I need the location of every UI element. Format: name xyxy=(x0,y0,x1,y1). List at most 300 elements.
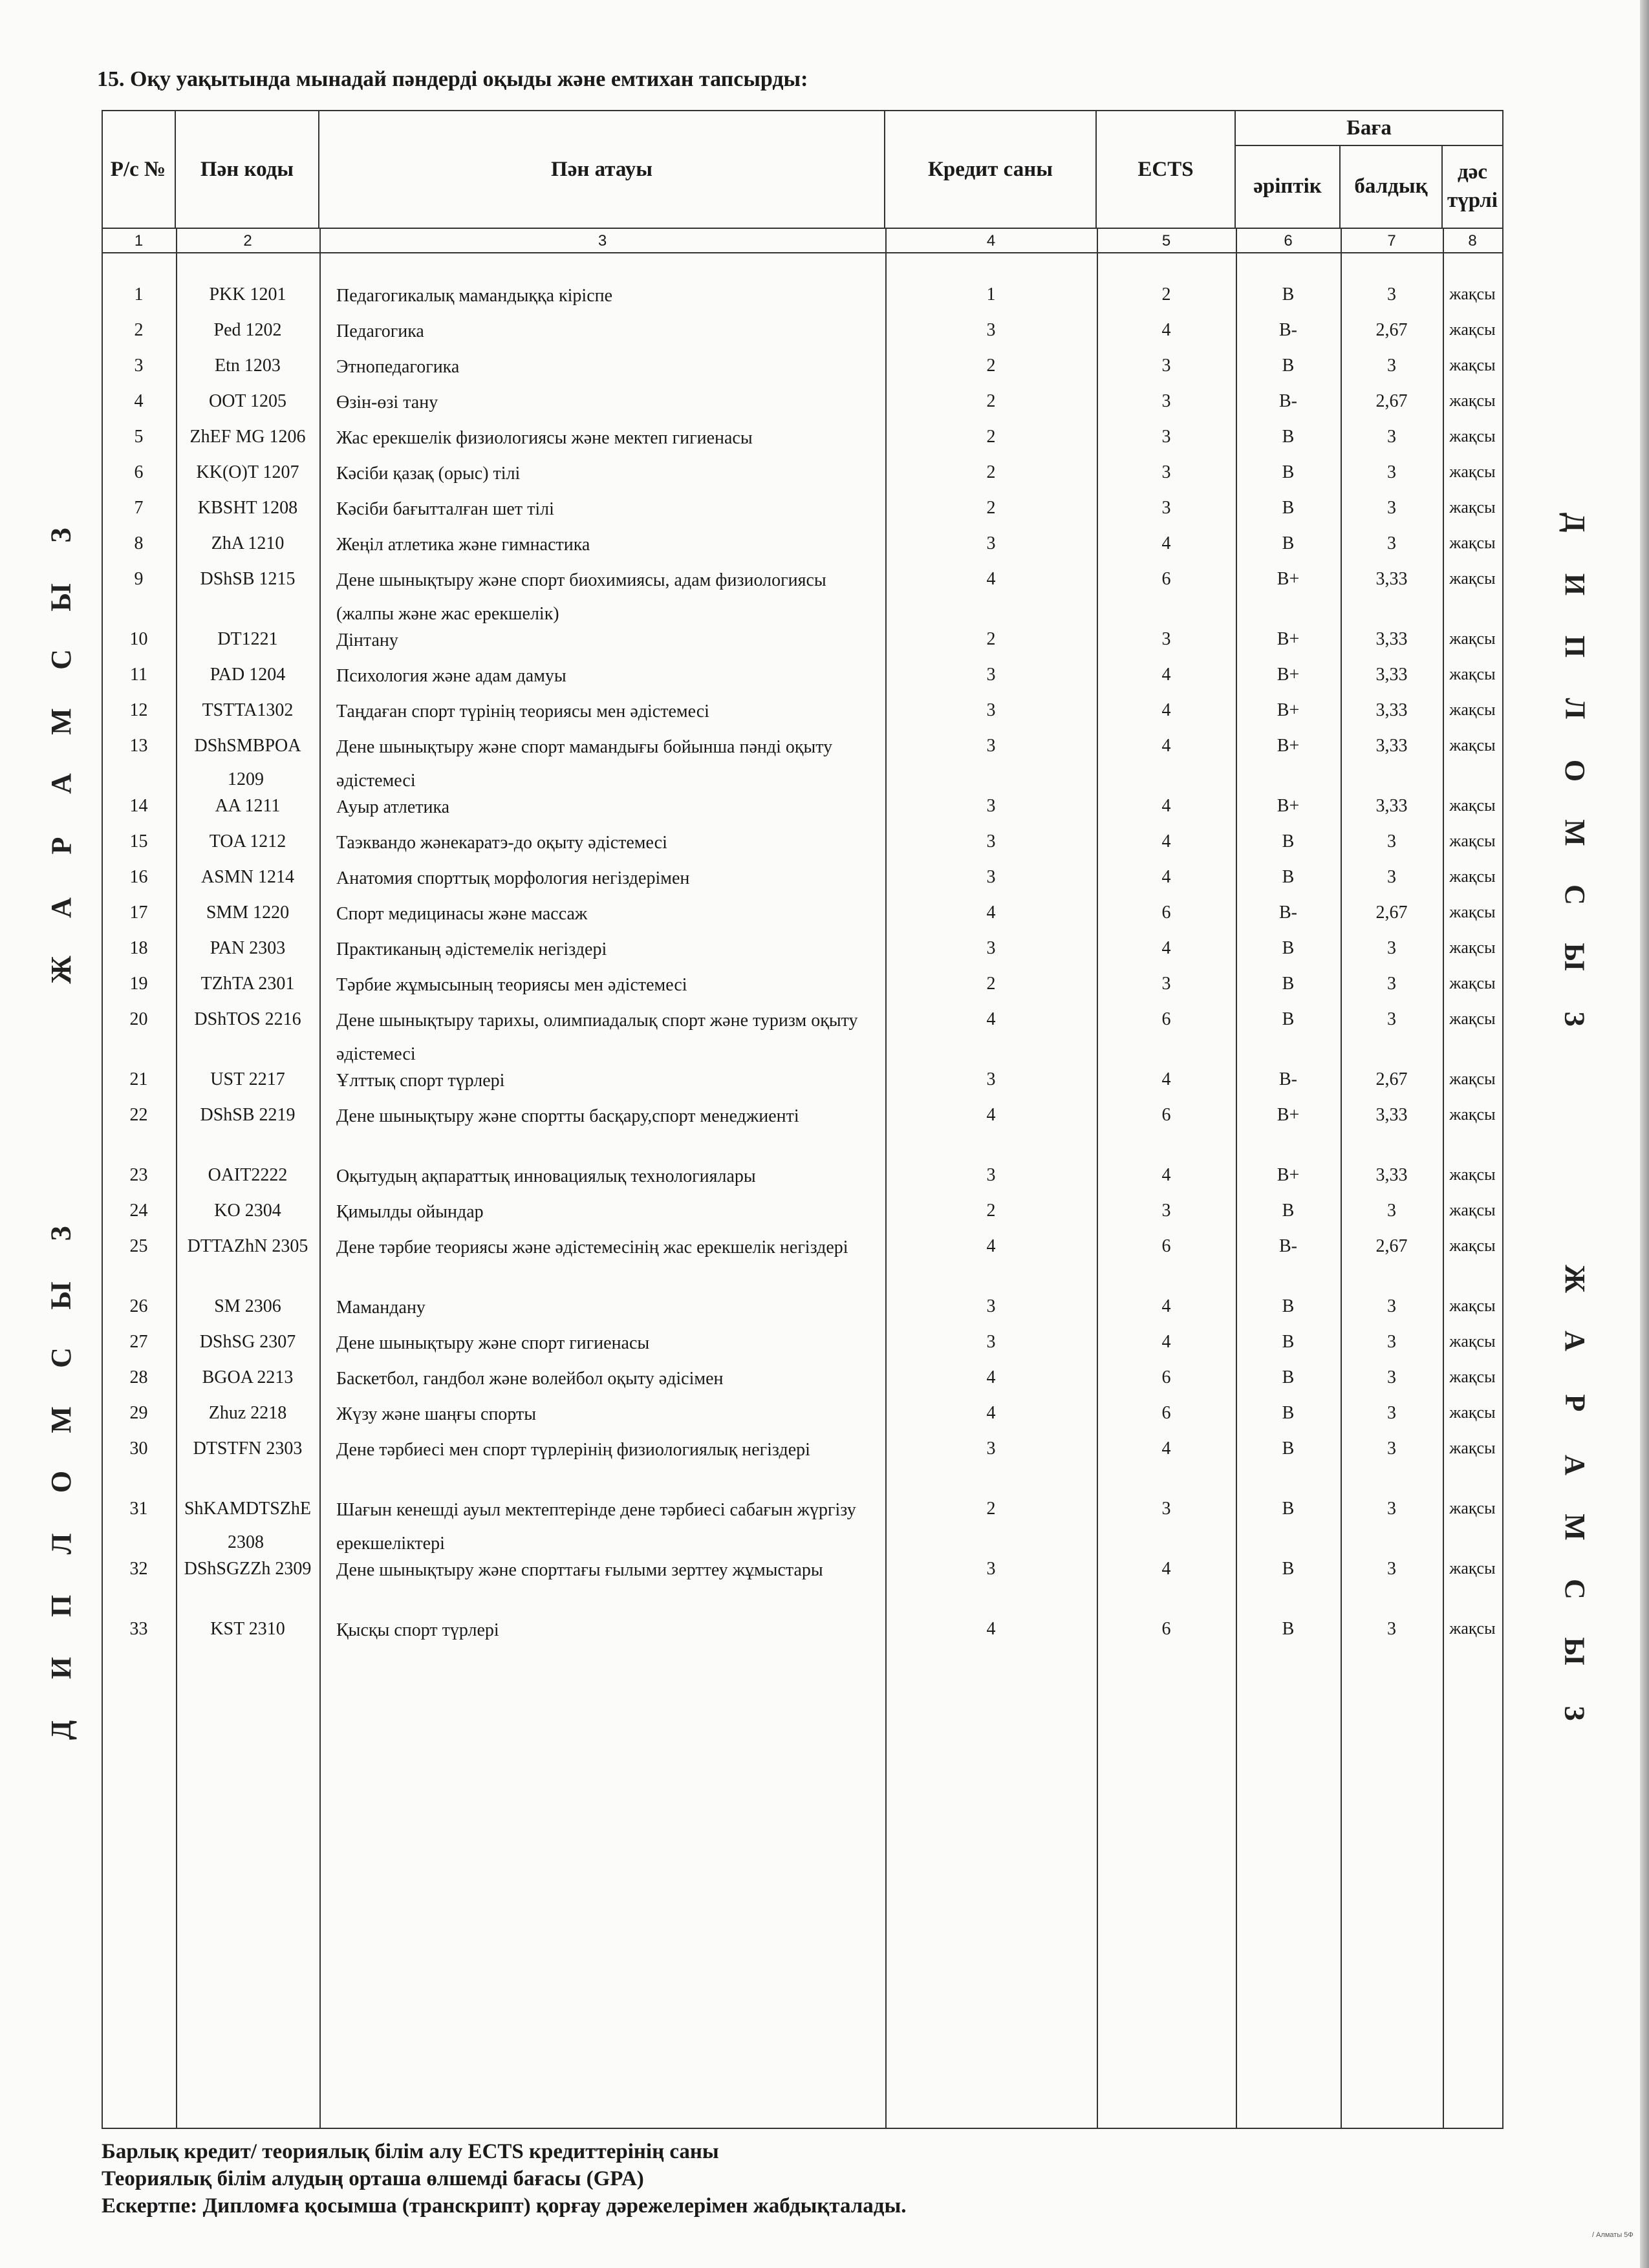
cell-trad: жақсы xyxy=(1449,1559,1496,1578)
cell-credits: 4 xyxy=(986,1619,996,1639)
cell-no: 32 xyxy=(129,1559,148,1579)
cell-name: Өзін-өзі тану xyxy=(336,392,438,412)
cell-trad: жақсы xyxy=(1449,700,1496,719)
cell-points: 3 xyxy=(1387,356,1396,376)
cell-name: Қимылды ойындар xyxy=(336,1202,484,1222)
cell-credits: 2 xyxy=(986,629,996,649)
cell-credits: 2 xyxy=(986,427,996,447)
cell-ects: 3 xyxy=(1161,356,1171,376)
side-letter: С xyxy=(1559,1579,1591,1599)
cell-ects: 3 xyxy=(1161,462,1171,482)
cell-points: 2,67 xyxy=(1375,1236,1408,1256)
side-letter: Л xyxy=(45,1533,77,1555)
cell-name: Практиканың әдістемелік негіздері xyxy=(336,939,607,959)
cell-trad: жақсы xyxy=(1449,1619,1496,1638)
cell-code: DTSTFN 2303 xyxy=(193,1439,303,1459)
cell-points: 3 xyxy=(1387,1559,1396,1579)
cell-letter: B- xyxy=(1279,1236,1297,1256)
side-letter: З xyxy=(1558,1011,1591,1027)
cell-trad: жақсы xyxy=(1449,903,1496,921)
side-letter: О xyxy=(1558,759,1591,782)
cell-no: 18 xyxy=(129,938,148,958)
side-letter: Р xyxy=(1558,1394,1591,1412)
cell-trad: жақсы xyxy=(1449,938,1496,957)
side-letter: Д xyxy=(1559,512,1591,533)
cell-ects: 4 xyxy=(1161,831,1171,851)
side-letter: Ы xyxy=(1559,943,1591,971)
col-number: 4 xyxy=(986,232,996,250)
cell-letter: B+ xyxy=(1277,629,1300,649)
side-letter: З xyxy=(45,1226,77,1241)
cell-no: 28 xyxy=(129,1367,148,1387)
cell-letter: B xyxy=(1282,427,1295,447)
cell-name: Баскетбол, гандбол және волейбол оқыту әдісімен xyxy=(336,1369,724,1389)
stamp-text: / Алматы 5Ф xyxy=(1592,2231,1633,2239)
cell-no: 14 xyxy=(129,796,148,816)
cell-credits: 4 xyxy=(986,1105,996,1125)
cell-name: Таэквандо жәнекаратэ-до оқыту әдістемесі xyxy=(336,833,667,853)
cell-code: PAN 2303 xyxy=(210,938,286,958)
side-letter: З xyxy=(1558,1706,1591,1721)
side-text-right-bottom xyxy=(1555,1248,1594,1744)
header-no: Р/с № xyxy=(102,111,176,228)
cell-points: 3 xyxy=(1387,498,1396,518)
cell-letter: B xyxy=(1282,1559,1295,1579)
header-letter: әріптік xyxy=(1236,145,1341,228)
cell-letter: B xyxy=(1282,1332,1295,1352)
cell-no: 33 xyxy=(129,1619,148,1639)
header-name: Пән атауы xyxy=(319,111,885,228)
cell-credits: 2 xyxy=(986,462,996,482)
side-letter: С xyxy=(1559,884,1591,905)
cell-code: SM 2306 xyxy=(214,1296,281,1316)
col-line-2 xyxy=(319,228,321,2128)
cell-no: 23 xyxy=(129,1165,148,1185)
cell-name: Педагогикалық мамандыққа кіріспе xyxy=(336,286,613,306)
cell-credits: 3 xyxy=(986,867,996,887)
cell-trad: жақсы xyxy=(1449,391,1496,410)
cell-name: Дене шынықтыру және спорт гигиенасы xyxy=(336,1333,650,1353)
cell-ects: 4 xyxy=(1161,1296,1171,1316)
cell-code: KBSHT 1208 xyxy=(197,498,298,518)
cell-no: 24 xyxy=(129,1201,148,1221)
cell-name: Дене шынықтыру және спортты басқару,спорт менеджиенті xyxy=(336,1106,799,1126)
cell-points: 3 xyxy=(1387,1499,1396,1519)
cell-points: 2,67 xyxy=(1375,320,1408,340)
cell-points: 3 xyxy=(1387,1201,1396,1221)
cell-letter: B xyxy=(1282,1367,1295,1387)
cell-name: Жүзу және шаңғы спорты xyxy=(336,1404,537,1424)
cell-ects: 3 xyxy=(1161,498,1171,518)
cell-points: 3 xyxy=(1387,1009,1396,1029)
cell-trad: жақсы xyxy=(1449,498,1496,517)
cell-letter: B+ xyxy=(1277,700,1300,720)
side-letter: Р xyxy=(45,837,77,855)
cell-points: 3 xyxy=(1387,533,1396,553)
cell-trad: жақсы xyxy=(1449,629,1496,648)
cell-letter: B- xyxy=(1279,391,1297,411)
header-points: балдық xyxy=(1341,145,1443,228)
cell-credits: 3 xyxy=(986,831,996,851)
side-letter: Л xyxy=(1558,698,1591,720)
cell-credits: 4 xyxy=(986,1367,996,1387)
side-letter: М xyxy=(1559,1514,1591,1541)
cell-name: Таңдаған спорт түрінің теориясы мен әдістемесі xyxy=(336,701,709,722)
cell-credits: 2 xyxy=(986,356,996,376)
cell-credits: 4 xyxy=(986,569,996,589)
grade-divider xyxy=(1236,145,1502,146)
cell-letter: B xyxy=(1282,1439,1295,1459)
cell-no: 8 xyxy=(134,533,144,553)
footer-gpa: Теориялық білім алудың орташа өлшемді бағасы (GPA) xyxy=(102,2167,644,2190)
cell-credits: 1 xyxy=(986,284,996,305)
cell-trad: жақсы xyxy=(1449,1499,1496,1517)
cell-no: 3 xyxy=(134,356,144,376)
cell-no: 7 xyxy=(134,498,144,518)
cell-name: Педагогика xyxy=(336,321,424,341)
cell-letter: B xyxy=(1282,284,1295,305)
cell-letter: B+ xyxy=(1277,796,1300,816)
cell-letter: B+ xyxy=(1277,1105,1300,1125)
cell-no: 25 xyxy=(129,1236,148,1256)
header-credits: Кредит саны xyxy=(885,111,1097,228)
cell-trad: жақсы xyxy=(1449,1296,1496,1315)
cell-trad: жақсы xyxy=(1449,356,1496,374)
side-text-left-bottom xyxy=(42,1203,81,1761)
cell-code: ASMN 1214 xyxy=(201,867,294,887)
cell-ects: 4 xyxy=(1161,700,1171,720)
cell-ects: 6 xyxy=(1161,1009,1171,1029)
cell-code: Etn 1203 xyxy=(215,356,281,376)
col-number: 6 xyxy=(1284,232,1293,250)
cell-code-continued: 2308 xyxy=(228,1532,264,1552)
cell-ects: 4 xyxy=(1161,938,1171,958)
side-letter: О xyxy=(45,1470,77,1493)
cell-code: DShSMBPOA xyxy=(194,736,301,756)
cell-points: 3 xyxy=(1387,974,1396,994)
cell-trad: жақсы xyxy=(1449,736,1496,754)
side-letter: И xyxy=(45,1656,77,1680)
cell-no: 30 xyxy=(129,1439,148,1459)
cell-trad: жақсы xyxy=(1449,867,1496,886)
cell-points: 3 xyxy=(1387,1296,1396,1316)
cell-letter: B- xyxy=(1279,1069,1297,1089)
col-number: 5 xyxy=(1161,232,1171,250)
section-title: 15. Оқу уақытында мынадай пәндерді оқыды және емтихан тапсырды: xyxy=(97,67,808,91)
cell-letter: B+ xyxy=(1277,665,1300,685)
side-letter: П xyxy=(45,1594,77,1618)
cell-credits: 3 xyxy=(986,1296,996,1316)
cell-credits: 3 xyxy=(986,665,996,685)
cell-credits: 2 xyxy=(986,974,996,994)
cell-no: 16 xyxy=(129,867,148,887)
cell-name: Дене тәрбиесі мен спорт түрлерінің физиологиялық негіздері xyxy=(336,1440,810,1460)
cell-ects: 3 xyxy=(1161,427,1171,447)
cell-letter: B xyxy=(1282,938,1295,958)
cell-points: 2,67 xyxy=(1375,903,1408,923)
cell-letter: B xyxy=(1282,867,1295,887)
side-letter: Ы xyxy=(45,583,77,612)
cell-code: OAIT2222 xyxy=(208,1165,288,1185)
cell-points: 3 xyxy=(1387,1439,1396,1459)
cell-points: 3 xyxy=(1387,938,1396,958)
cell-credits: 2 xyxy=(986,1201,996,1221)
cell-name: Оқытудың ақпараттық инновациялық технологиялары xyxy=(336,1166,756,1186)
cell-letter: B xyxy=(1282,462,1295,482)
cell-ects: 6 xyxy=(1161,1403,1171,1423)
cell-credits: 3 xyxy=(986,533,996,553)
cell-credits: 3 xyxy=(986,1332,996,1352)
side-text-left-top xyxy=(42,504,81,1001)
cell-trad: жақсы xyxy=(1449,1367,1496,1386)
cell-name: Дене шынықтыру және спорт мамандығы бойынша пәнді оқыту әдістемесі xyxy=(336,737,833,791)
cell-credits: 4 xyxy=(986,903,996,923)
scan-edge xyxy=(1640,0,1649,2268)
cell-no: 4 xyxy=(134,391,144,411)
cell-code: KO 2304 xyxy=(214,1201,281,1221)
cell-credits: 3 xyxy=(986,1559,996,1579)
cell-credits: 2 xyxy=(986,498,996,518)
cell-trad: жақсы xyxy=(1449,320,1496,339)
cell-letter: B- xyxy=(1279,320,1297,340)
cell-letter: B xyxy=(1282,1201,1295,1221)
cell-code: TZhTA 2301 xyxy=(200,974,295,994)
cell-code: Zhuz 2218 xyxy=(208,1403,287,1423)
cell-no: 13 xyxy=(129,736,148,756)
cell-letter: B xyxy=(1282,831,1295,851)
cell-trad: жақсы xyxy=(1449,1403,1496,1422)
cell-points: 3,33 xyxy=(1375,700,1408,720)
cell-code: ZhA 1210 xyxy=(211,533,285,553)
cell-name: Дене тәрбие теориясы және әдістемесінің жас ерекшелік негіздері xyxy=(336,1237,848,1257)
cell-trad: жақсы xyxy=(1449,1236,1496,1255)
cell-ects: 3 xyxy=(1161,1201,1171,1221)
cell-code: DShSB 2219 xyxy=(200,1105,296,1125)
cell-points: 3,33 xyxy=(1375,736,1408,756)
cell-name: Психология және адам дамуы xyxy=(336,666,566,686)
cell-code: UST 2217 xyxy=(210,1069,285,1089)
cell-name: Жеңіл атлетика және гимнастика xyxy=(336,535,590,555)
cell-points: 3,33 xyxy=(1375,569,1408,589)
cell-name: Тәрбие жұмысының теориясы мен әдістемесі xyxy=(336,975,687,995)
cell-code: DShSB 1215 xyxy=(200,569,296,589)
cell-letter: B- xyxy=(1279,903,1297,923)
cell-points: 3 xyxy=(1387,284,1396,305)
cell-name: Спорт медицинасы және массаж xyxy=(336,904,588,924)
cell-trad: жақсы xyxy=(1449,462,1496,481)
cell-no: 29 xyxy=(129,1403,148,1423)
cell-trad: жақсы xyxy=(1449,284,1496,303)
cell-ects: 4 xyxy=(1161,320,1171,340)
cell-ects: 4 xyxy=(1161,736,1171,756)
cell-letter: B xyxy=(1282,1619,1295,1639)
cell-credits: 3 xyxy=(986,1069,996,1089)
cell-name: Дінтану xyxy=(336,630,398,650)
cell-no: 27 xyxy=(129,1332,148,1352)
cell-no: 31 xyxy=(129,1499,148,1519)
cell-letter: B xyxy=(1282,1296,1295,1316)
cell-no: 19 xyxy=(129,974,148,994)
cell-trad: жақсы xyxy=(1449,427,1496,445)
header-traditional: дәс түрлі xyxy=(1447,160,1498,212)
cell-no: 22 xyxy=(129,1105,148,1125)
header-code: Пән коды xyxy=(176,111,319,228)
cell-name: Этнопедагогика xyxy=(336,357,460,377)
cell-trad: жақсы xyxy=(1449,1105,1496,1124)
cell-letter: B xyxy=(1282,974,1295,994)
header-grade: Баға xyxy=(1346,116,1392,140)
cell-credits: 2 xyxy=(986,391,996,411)
cell-name: Анатомия спорттық морфология негіздерімен xyxy=(336,868,690,888)
cell-ects: 3 xyxy=(1161,391,1171,411)
cell-code: PAD 1204 xyxy=(210,665,286,685)
cell-points: 3 xyxy=(1387,1332,1396,1352)
cell-trad: жақсы xyxy=(1449,1009,1496,1028)
cell-letter: B+ xyxy=(1277,569,1300,589)
cell-trad: жақсы xyxy=(1449,974,1496,992)
cell-name: Дене шынықтыру тарихы, олимпиадалық спорт және туризм оқыту әдістемесі xyxy=(336,1011,858,1064)
cell-code: DTTAZhN 2305 xyxy=(187,1236,308,1256)
cell-ects: 4 xyxy=(1161,1559,1171,1579)
cell-ects: 3 xyxy=(1161,1499,1171,1519)
cell-credits: 3 xyxy=(986,796,996,816)
side-letter: Ы xyxy=(1559,1637,1591,1665)
cell-no: 26 xyxy=(129,1296,148,1316)
cell-no: 1 xyxy=(134,284,144,305)
cell-no: 2 xyxy=(134,320,144,340)
cell-ects: 4 xyxy=(1161,1439,1171,1459)
cell-code: TSTTA1302 xyxy=(202,700,294,720)
cell-ects: 4 xyxy=(1161,796,1171,816)
cell-code-continued: 1209 xyxy=(228,769,264,789)
cell-letter: B xyxy=(1282,1009,1295,1029)
cell-name: Қысқы спорт түрлері xyxy=(336,1620,499,1640)
cell-ects: 6 xyxy=(1161,903,1171,923)
cell-code: DShTOS 2216 xyxy=(194,1009,301,1029)
cell-ects: 6 xyxy=(1161,1367,1171,1387)
cell-points: 3,33 xyxy=(1375,665,1408,685)
side-letter: А xyxy=(45,773,77,794)
cell-points: 3 xyxy=(1387,831,1396,851)
cell-name: Ұлттық спорт түрлері xyxy=(336,1071,505,1091)
header-bottom-line xyxy=(102,228,1503,229)
side-letter: Ж xyxy=(45,956,77,984)
cell-ects: 4 xyxy=(1161,665,1171,685)
cell-code: ShKAMDTSZhE xyxy=(184,1499,311,1519)
cell-code: DShSGZZh 2309 xyxy=(184,1559,312,1579)
side-letter: С xyxy=(45,1347,77,1368)
footer-total-credits: Барлық кредит/ теориялық білім алу ECTS кредиттерінің саны xyxy=(102,2140,719,2163)
side-letter: З xyxy=(45,528,77,543)
cell-credits: 2 xyxy=(986,1499,996,1519)
cell-trad: жақсы xyxy=(1449,1165,1496,1184)
side-letter: И xyxy=(1558,573,1591,596)
cell-ects: 4 xyxy=(1161,533,1171,553)
cell-code: KST 2310 xyxy=(210,1619,285,1639)
cell-no: 12 xyxy=(129,700,148,720)
col-number: 7 xyxy=(1387,232,1396,250)
cell-no: 20 xyxy=(129,1009,148,1029)
cell-letter: B+ xyxy=(1277,1165,1300,1185)
cell-trad: жақсы xyxy=(1449,1332,1496,1351)
side-letter: С xyxy=(45,649,77,670)
cell-name: Дене шынықтыру және спорттағы ғылыми зерттеу жұмыстары xyxy=(336,1560,823,1580)
cell-ects: 4 xyxy=(1161,867,1171,887)
cell-no: 11 xyxy=(130,665,147,685)
cell-points: 3 xyxy=(1387,1619,1396,1639)
cell-credits: 4 xyxy=(986,1009,996,1029)
cell-credits: 3 xyxy=(986,736,996,756)
cell-name: Мамандану xyxy=(336,1298,426,1318)
cell-ects: 4 xyxy=(1161,1332,1171,1352)
cell-code: KK(O)T 1207 xyxy=(196,462,299,482)
cell-ects: 3 xyxy=(1161,629,1171,649)
side-letter: М xyxy=(1559,819,1591,846)
cell-no: 5 xyxy=(134,427,144,447)
side-letter: Д xyxy=(45,1720,77,1740)
cell-points: 3,33 xyxy=(1375,629,1408,649)
cell-code: ZhEF MG 1206 xyxy=(189,427,306,447)
cell-code: Ped 1202 xyxy=(213,320,282,340)
cell-no: 9 xyxy=(134,569,144,589)
cell-code: TOA 1212 xyxy=(209,831,286,851)
cell-no: 15 xyxy=(129,831,148,851)
header-ects: ECTS xyxy=(1097,111,1236,228)
col-number: 3 xyxy=(598,232,607,250)
cell-credits: 4 xyxy=(986,1403,996,1423)
cell-trad: жақсы xyxy=(1449,831,1496,850)
side-text-right-top xyxy=(1555,491,1594,1050)
cell-no: 17 xyxy=(129,903,148,923)
cell-code: OOT 1205 xyxy=(208,391,287,411)
cell-trad: жақсы xyxy=(1449,1069,1496,1088)
footer-note: Ескертпе: Дипломға қосымша (транскрипт) қорғау дәрежелерімен жабдықталады. xyxy=(102,2194,907,2218)
cell-code: AA 1211 xyxy=(215,796,281,816)
cell-ects: 3 xyxy=(1161,974,1171,994)
cell-name: Кәсіби қазақ (орыс) тілі xyxy=(336,464,521,484)
cell-trad: жақсы xyxy=(1449,796,1496,815)
side-letter: А xyxy=(45,897,77,918)
cell-trad: жақсы xyxy=(1449,533,1496,552)
side-letter: М xyxy=(45,708,77,735)
cell-no: 21 xyxy=(129,1069,148,1089)
cell-ects: 2 xyxy=(1161,284,1171,305)
side-letter: А xyxy=(1559,1331,1591,1351)
cell-code: DShSG 2307 xyxy=(199,1332,296,1352)
cell-name: Дене шынықтыру және спорт биохимиясы, адам физиологиясы (жалпы және жас ерекшелік) xyxy=(336,570,826,624)
cell-credits: 3 xyxy=(986,700,996,720)
side-letter: А xyxy=(1559,1455,1591,1475)
cell-credits: 3 xyxy=(986,320,996,340)
cell-points: 3 xyxy=(1387,1367,1396,1387)
cell-ects: 6 xyxy=(1161,1236,1171,1256)
cell-credits: 3 xyxy=(986,938,996,958)
cell-points: 3,33 xyxy=(1375,796,1408,816)
cell-code: BGOA 2213 xyxy=(202,1367,294,1387)
cell-credits: 3 xyxy=(986,1165,996,1185)
side-letter: Ы xyxy=(45,1281,77,1310)
cell-points: 3 xyxy=(1387,462,1396,482)
cell-name: Жас ерекшелік физиологиясы және мектеп гигиенасы xyxy=(336,428,753,448)
cell-no: 10 xyxy=(129,629,148,649)
cell-points: 2,67 xyxy=(1375,391,1408,411)
cell-name: Кәсіби бағытталған шет тілі xyxy=(336,499,554,519)
col-number: 2 xyxy=(243,232,252,250)
side-letter: М xyxy=(45,1406,77,1433)
cell-points: 3,33 xyxy=(1375,1105,1408,1125)
cell-points: 3 xyxy=(1387,1403,1396,1423)
col-number: 1 xyxy=(134,232,144,250)
